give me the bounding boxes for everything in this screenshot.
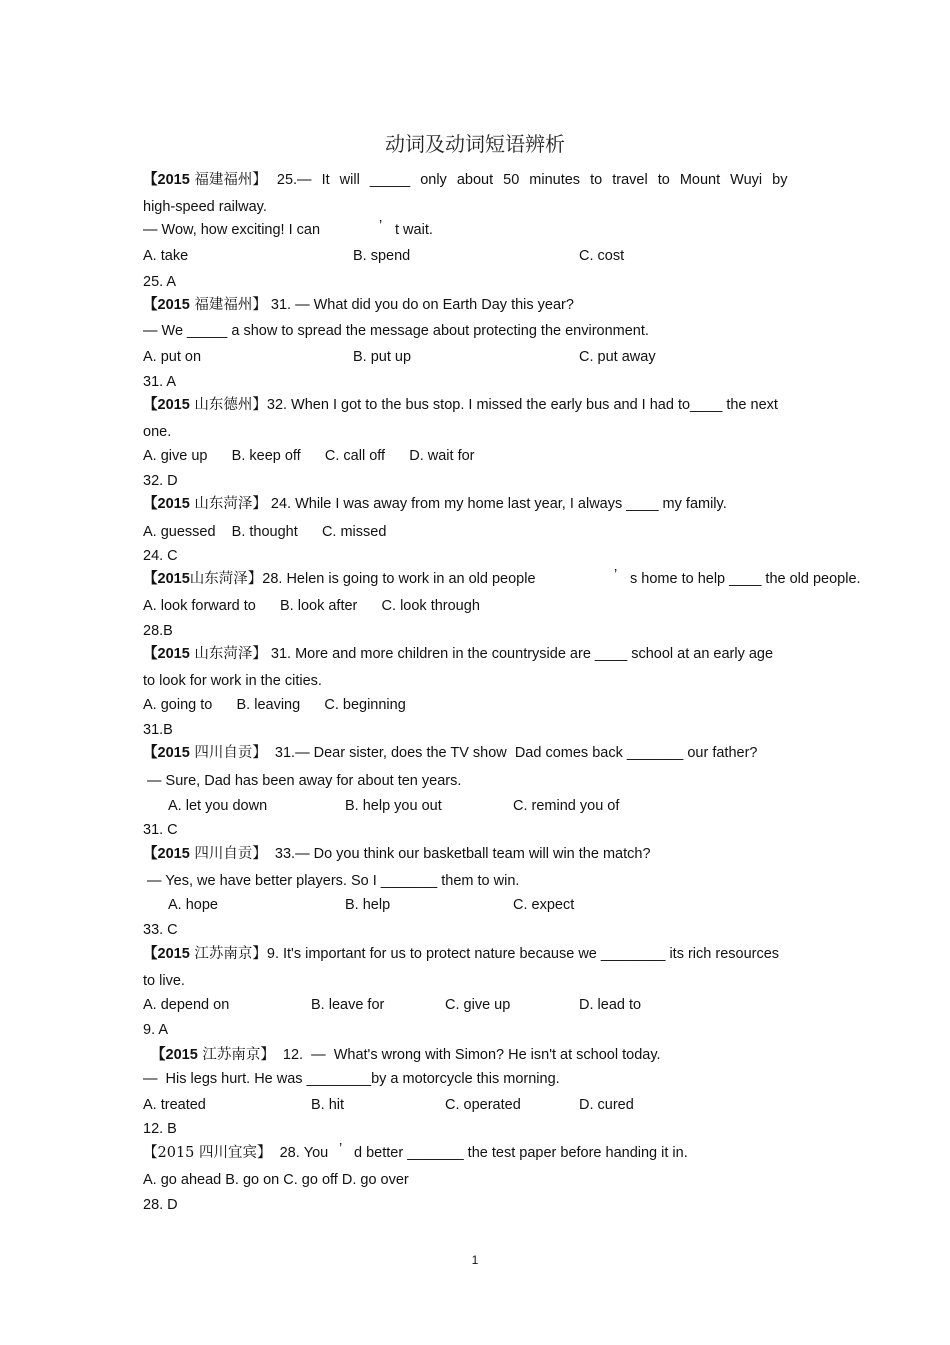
question-line: 【2015 山东菏泽】 24. While I was away from my home last year, I always ____ my family. [143,496,727,512]
answer: 31. C [143,822,178,838]
question-source: 【2015 山东菏泽】 [143,496,267,512]
answer: 12. B [143,1121,177,1137]
question-line: 【2015 四川自贡】 33.— Do you think our basketball team will win the match? [143,846,651,862]
option-c: C. cost [579,248,625,264]
answer: 28. D [143,1197,178,1213]
option-b: B. help [345,897,391,913]
question-continuation: one. [143,424,172,440]
question-line: 【2015 江苏南京】 12. — What's wrong with Simon? He isn't at school today. [151,1047,661,1063]
option-b: B. help you out [345,798,442,814]
question-line: 【2015 四川自贡】 31.— Dear sister, does the TV show Dad comes back _______ our father? [143,745,758,761]
question-source: 【2015山东菏泽】 [143,571,263,587]
answer: 33. C [143,922,178,938]
answer: 9. A [143,1022,168,1038]
apostrophe: ’ [379,218,383,234]
option-a: A. put on [143,349,202,365]
option-b: B. leave for [311,997,385,1013]
option-a: A. take [143,248,189,264]
question-source: 【2015 四川自贡】 [143,846,267,862]
question-source: 【2015 山东德州】 [143,397,267,413]
question-line: 【2015 江苏南京】9. It's important for us to protect nature because we ________ its rich resources [143,946,780,962]
answer: 28.B [143,623,173,639]
answer: 24. C [143,548,178,564]
question-line-end: d better _______ the test paper before handing it in. [354,1145,688,1161]
question-line: 【2015 四川宜宾】 28. You [143,1145,329,1161]
question-source: 【2015 福建福州】 [143,297,267,313]
answer: 32. D [143,473,178,489]
question-source: 【2015 山东菏泽】 [143,646,267,662]
options: A. going to B. leaving C. beginning [143,697,406,713]
answer: 25. A [143,274,177,290]
option-d: D. cured [579,1097,634,1113]
question-reply: — His legs hurt. He was ________by a motorcycle this morning. [143,1071,560,1087]
question-reply: — We _____ a show to spread the message about protecting the environment. [143,323,649,339]
question-source: 【2015 四川自贡】 [143,745,267,761]
option-c: C. operated [445,1097,521,1113]
option-c: C. give up [445,997,511,1013]
option-b: B. put up [353,349,412,365]
option-a: A. depend on [143,997,230,1013]
apostrophe: ’ [339,1141,343,1157]
question-reply-end: t wait. [395,222,433,238]
question-line: 【2015 福建福州】 25.— It will _____ only about 50 minutes to travel to Mount Wuyi by [143,172,788,188]
question-line: 【2015 山东德州】32. When I got to the bus stop. I missed the early bus and I had to____ the next [143,397,778,413]
option-a: A. let you down [168,798,268,814]
option-b: B. hit [311,1097,345,1113]
option-c: C. put away [579,349,656,365]
question-line-end: s home to help ____ the old people. [630,571,861,587]
option-c: C. remind you of [513,798,620,814]
option-b: B. spend [353,248,411,264]
question-source: 【2015 四川宜宾】 [143,1145,272,1161]
answer: 31. A [143,374,177,390]
option-d: D. lead to [579,997,642,1013]
question-source: 【2015 福建福州】 [143,172,267,188]
options: A. go ahead B. go on C. go off D. go over [143,1172,409,1188]
options: A. guessed B. thought C. missed [143,524,387,540]
question-line: 【2015 福建福州】 31. — What did you do on Earth Day this year? [143,297,574,313]
question-reply: — Wow, how exciting! I can [143,222,321,238]
option-a: A. treated [143,1097,206,1113]
option-a: A. hope [168,897,218,913]
question-source: 【2015 江苏南京】 [151,1047,275,1063]
answer: 31.B [143,722,173,738]
question-reply: — Sure, Dad has been away for about ten years. [143,773,462,789]
question-continuation: high-speed railway. [143,199,267,215]
page-number: 1 [471,1253,479,1267]
question-continuation: to live. [143,973,185,989]
options: A. look forward to B. look after C. look through [143,598,480,614]
question-reply: — Yes, we have better players. So I _______ them to win. [143,873,520,889]
question-line: 【2015 山东菏泽】 31. More and more children in the countryside are ____ school at an early age [143,646,774,662]
options: A. give up B. keep off C. call off D. wait for [143,448,475,464]
question-source: 【2015 江苏南京】 [143,946,267,962]
option-c: C. expect [513,897,575,913]
question-continuation: to look for work in the cities. [143,673,322,689]
page-title: 动词及动词短语辨析 [385,132,565,156]
apostrophe: ’ [614,567,618,583]
question-line: 【2015山东菏泽】28. Helen is going to work in an old people [143,571,536,587]
